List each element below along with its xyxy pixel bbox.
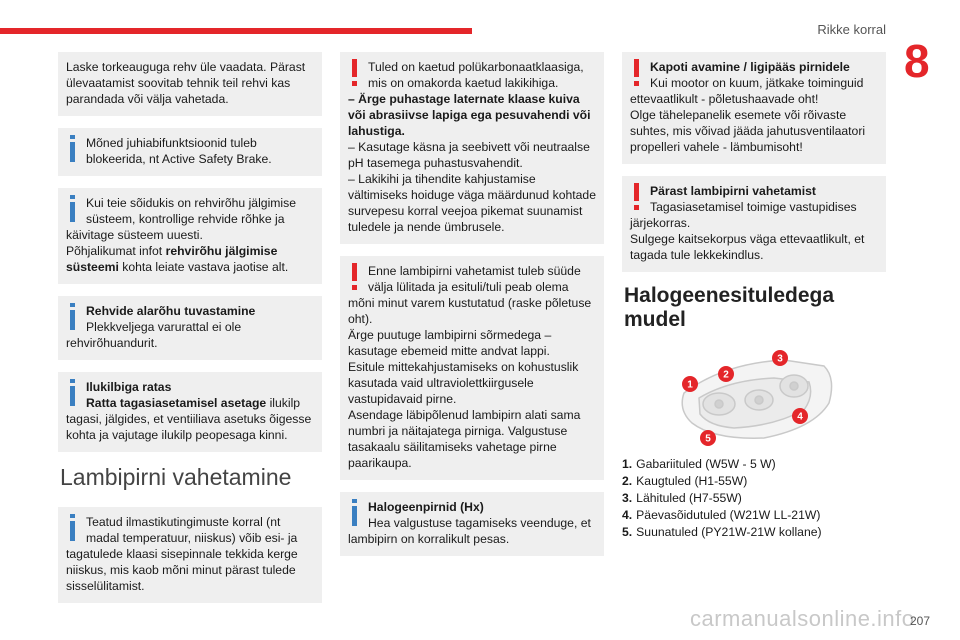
info-icon <box>66 379 80 407</box>
page-number: 207 <box>909 614 930 628</box>
warning-icon <box>348 59 362 87</box>
callout-label: 2 <box>723 369 729 381</box>
warning-icon <box>630 59 644 87</box>
warning-text: Olge tähelepanelik esemete või rõivaste suhtes, mis võivad jääda jahutusventilaatori propelleri vahele - lämbumisoht! <box>630 108 866 154</box>
info-icon <box>66 514 80 542</box>
warning-box <box>622 52 886 164</box>
list-item: 4. Päevasõidutuled (W21W LL-21W) <box>622 508 821 522</box>
list-item: 2. Kaugtuled (H1-55W) <box>622 474 748 488</box>
list-item: 5. Suunatuled (PY21W-21W kollane) <box>622 525 822 539</box>
column-1 <box>58 52 322 615</box>
info-box <box>58 188 322 284</box>
info-text: Mõned juhiabifunktsioonid tuleb blokeerida, nt Active Safety Brake. <box>86 136 272 166</box>
warning-text: Tuled on kaetud polükarbonaatklaasiga, mis on omakorda kaetud lakikihiga. <box>368 60 584 90</box>
warning-icon <box>630 183 644 211</box>
top-accent-bar <box>0 28 472 34</box>
info-text: Kui teie sõidukis on rehvirõhu jälgimise süsteem, kontrollige rehvide rõhke ja käivitage süsteem uuesti. <box>66 196 297 242</box>
callout-label: 4 <box>797 411 803 423</box>
info-icon <box>66 195 80 223</box>
info-title: Ilukilbiga ratas <box>86 380 172 394</box>
info-box <box>58 128 322 176</box>
warning-text: Asendage läbipõlenud lambipirn alati sama numbri ja näitajatega pirniga. Valgustuse tasakaalu säilitamiseks vahetage pirne paarikaupa. <box>348 408 581 470</box>
info-box <box>58 296 322 360</box>
warning-box <box>340 52 604 244</box>
warning-icon <box>348 263 362 291</box>
warning-box <box>340 256 604 480</box>
warning-box <box>622 176 886 272</box>
warning-title: Pärast lambipirni vahetamist <box>650 184 816 198</box>
warning-text: – Lakikihi ja tihendite kahjustamise vältimiseks hoiduge väga määrdunud kohtade survepesu korral veejoa pikemat suunamist tuledele ja nende ümbrusele. <box>348 172 596 234</box>
section-heading: Lambipirni vahetamine <box>60 464 292 490</box>
warning-title: Kapoti avamine / ligipääs pirnidele <box>650 60 850 74</box>
bulb-list <box>622 456 886 541</box>
warning-text: Ärge puutuge lambipirni sõrmedega – kasutage ebemeid mitte andvat lappi. <box>348 328 552 358</box>
info-text-bold: rehvirõhu jälgimise süsteemi <box>66 244 278 274</box>
info-box <box>58 507 322 603</box>
column-3 <box>622 52 886 541</box>
info-icon <box>348 499 362 527</box>
warning-text: Enne lambipirni vahetamist tuleb süüde välja lülitada ja esituli/tuli peab olema mõni minut varem kustutatud (raske põletuse oht). <box>348 264 592 326</box>
info-title: Rehvide alarõhu tuvastamine <box>86 304 256 318</box>
section-heading: Halogeenesituledega mudel <box>624 284 835 331</box>
info-text: Plekkveljega varurattal ei ole rehvirõhuandurit. <box>66 320 242 350</box>
section-title: Rikke korral <box>817 22 886 37</box>
info-text: ilukilp tagasi, jälgides, et ventiiliava asetuks õigesse kohta ja vajutage ilukilp peopesaga kinni. <box>66 396 312 442</box>
info-text: Teatud ilmastikutingimuste korral (nt madal temperatuur, niiskus) võib esi- ja tagatulede klaasi sisepinnale tekkida kerge niiskus, mis kaob mõni minut pärast tulede sisselülitamist. <box>66 515 298 593</box>
text-box <box>58 52 322 116</box>
warning-text: Esitule mittekahjustamiseks on kohustuslik kasutada vaid ultraviolettkiirgusele vastupidavaid pirne. <box>348 360 579 406</box>
info-text: Hea valgustuse tagamiseks veenduge, et lambipirn on korralikult pesas. <box>348 516 591 546</box>
info-text-bold: Ratta tagasiasetamisel asetage <box>86 396 267 410</box>
info-box <box>340 492 604 556</box>
info-text: kohta leiate vastava jaotise alt. <box>118 260 289 274</box>
headlamp-diagram <box>664 348 844 448</box>
info-icon <box>66 303 80 331</box>
warning-text: Kui mootor on kuum, jätkake toiminguid ettevaatlikult - põletushaavade oht! <box>630 76 864 106</box>
info-icon <box>66 135 80 163</box>
warning-text: Tagasiasetamisel toimige vastupidises järjekorras. <box>630 200 857 230</box>
info-text: Põhjalikumat infot <box>66 244 166 258</box>
watermark: carmanualsonline.info <box>690 606 915 631</box>
paragraph: Laske torkeauguga rehv üle vaadata. Pärast ülevaatamist soovitab tehnik teil rehvi kas parandada või välja vahetada. <box>66 60 306 106</box>
warning-text: – Kasutage käsna ja seebivett või neutraalse pH tasemega puhastusvahendit. <box>348 140 590 170</box>
warning-text: Sulgege kaitsekorpus väga ettevaatlikult, et tagada tule lekkekindlus. <box>630 232 865 262</box>
info-title: Halogeenpirnid (Hx) <box>368 500 484 514</box>
headlamp-outline <box>682 360 831 438</box>
info-box <box>58 372 322 452</box>
list-item: 1. Gabariituled (W5W - 5 W) <box>622 457 776 471</box>
callout-label: 5 <box>705 433 711 445</box>
column-2 <box>340 52 604 568</box>
warning-text-bold: – Ärge puhastage laternate klaase kuiva või abrasiivse lapiga ega pesuvahendi või lahustiga. <box>348 92 591 138</box>
chapter-number: 8 <box>904 35 930 87</box>
callout-label: 3 <box>777 353 783 365</box>
list-item: 3. Lähituled (H7-55W) <box>622 491 742 505</box>
callout-label: 1 <box>687 379 693 391</box>
